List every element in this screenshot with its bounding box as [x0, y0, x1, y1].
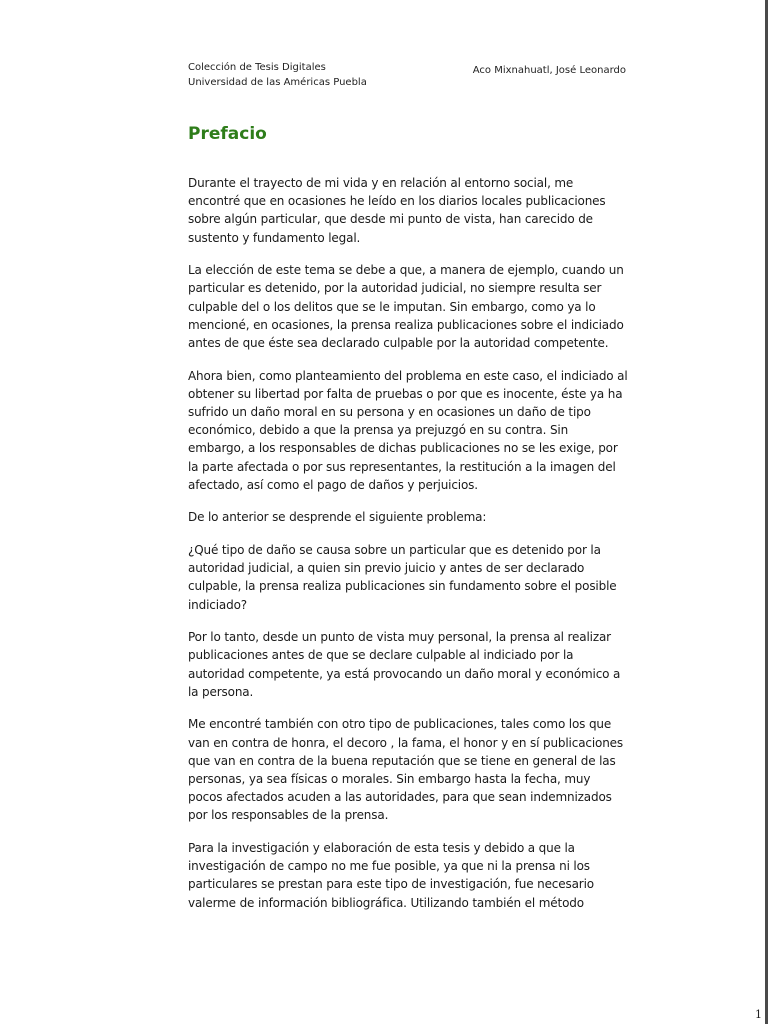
- collection-name: Colección de Tesis Digitales: [188, 62, 326, 73]
- page-number: 1: [755, 1008, 762, 1021]
- paragraph-5: ¿Qué tipo de daño se causa sobre un particular que es detenido por la autoridad judicial, a quien sin previo juicio y antes de ser declarado culpable, la prensa realiza publicaciones sin fundamento sobre el posible indiciado?: [188, 543, 617, 612]
- paragraph-3: Ahora bien, como planteamiento del problema en este caso, el indiciado al obtener su libertad por falta de pruebas o por que es inocente, éste ya ha sufrido un daño moral en su persona y en ocasiones un daño de tipo económico, debido a que la prensa ya prejuzgó en su contra. Sin embargo, a los responsables de dichas publicaciones no se les exige, por la parte afectada o por sus representantes, la restitución a la imagen del afectado, así como el pago de daños y perjuicios.: [188, 368, 628, 492]
- paragraph-4: De lo anterior se desprende el siguiente problema:: [188, 510, 487, 525]
- paragraph-7: Me encontré también con otro tipo de publicaciones, tales como los que van en contra de honra, el decoro , la fama, el honor y en sí publicaciones que van en contra de la buena reputación que se tiene en general de las personas, ya sea físicas o morales. Sin embargo hasta la fecha, muy pocos afectados acuden a las autoridades, para que sean indemnizados por los responsables de la prensa.: [188, 717, 624, 823]
- collection-header: [188, 60, 367, 90]
- author-name: Aco Mixnahuatl, José Leonardo: [472, 65, 626, 76]
- paragraph-1: Durante el trayecto de mi vida y en relación al entorno social, me encontré que en ocasiones he leído en los diarios locales publicaciones sobre algún particular, que desde mi punto de vista, han carecido de sustento y fundamento legal.: [188, 176, 606, 245]
- paragraph-6: Por lo tanto, desde un punto de vista muy personal, la prensa al realizar publicaciones antes de que se declare culpable al indiciado por la autoridad competente, ya está provocando un daño moral y económico a la persona.: [188, 630, 621, 699]
- paragraph-8: Para la investigación y elaboración de esta tesis y debido a que la investigación de campo no me fue posible, ya que ni la prensa ni los particulares se prestan para este tipo de investigación, fue necesario valerme de información bibliográfica. Utilizando también el método: [188, 841, 594, 910]
- university-name: Universidad de las Américas Puebla: [188, 77, 367, 88]
- document-body: [188, 174, 628, 926]
- paragraph-2: La elección de este tema se debe a que, a manera de ejemplo, cuando un particular es detenido, por la autoridad judicial, no siempre resulta ser culpable del o los delitos que se le imputan. Sin embargo, como ya lo mencioné, en ocasiones, la prensa realiza publicaciones sobre el indiciado antes de que éste sea declarado culpable por la autoridad competente.: [188, 263, 624, 351]
- page-title: Prefacio: [188, 124, 267, 144]
